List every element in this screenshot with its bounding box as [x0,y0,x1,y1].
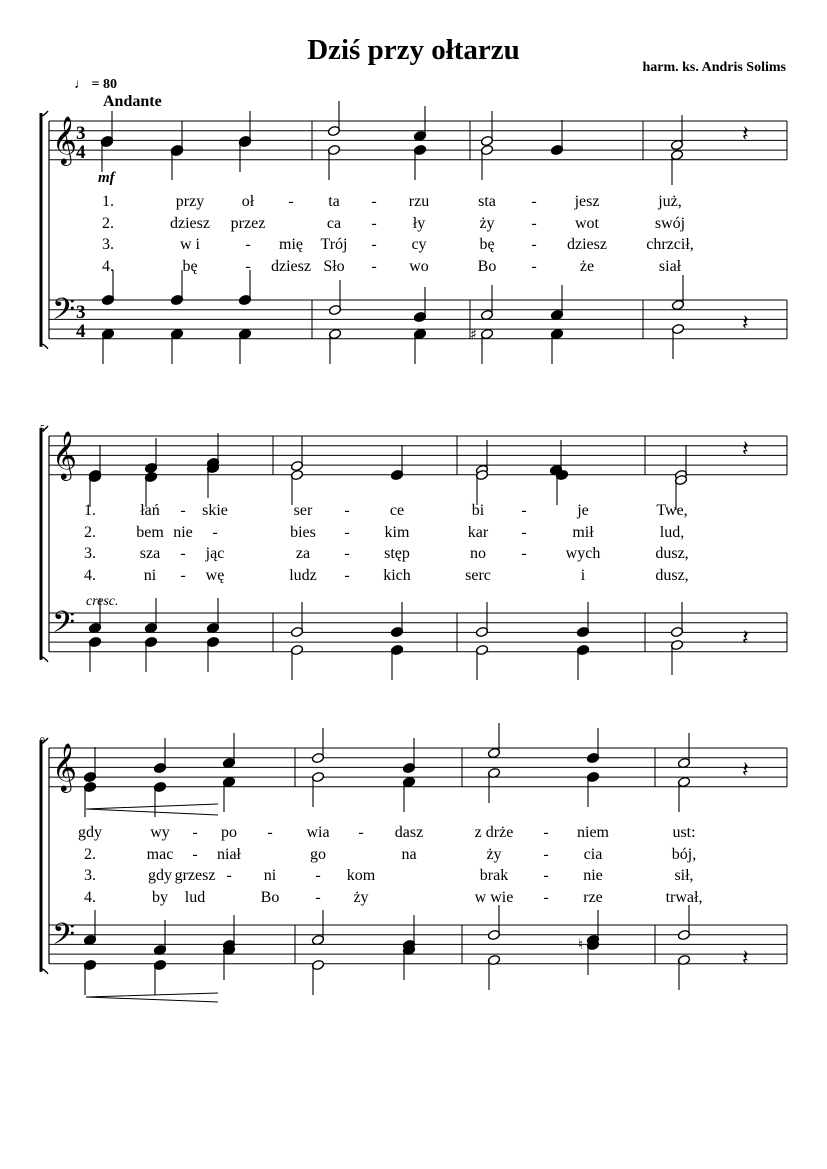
measure-number-5: 5 [40,424,45,435]
half-note [311,959,324,995]
lyric-syllable: - [371,236,377,253]
half-note [480,285,493,321]
lyric-syllable: cia [583,845,603,863]
half-note [480,111,493,147]
half-note [328,328,341,364]
time-signature-bottom: 4 [76,321,86,342]
lyric-syllable: niał [217,845,241,863]
lyric-syllable: 3. [84,545,96,562]
quarter-note [402,738,415,774]
lyric-syllable: - [180,566,186,584]
lyric-syllable: 2. [84,523,96,541]
lyric-syllable: gdy [148,867,172,884]
lyric-syllable: - [543,867,549,884]
lyric-syllable: - [531,257,537,275]
lyric-syllable: - [543,888,549,906]
quarter-note [238,328,251,364]
quarter-note [413,287,426,323]
lyric-syllable: sta [478,193,496,210]
lyric-syllable: łań [140,502,160,519]
lyric-syllable: 1. [102,193,114,210]
lyric-syllable: no [470,545,486,562]
lyric-syllable: kar [467,523,489,541]
half-note [328,280,341,316]
sharp-icon: ♯ [470,327,477,343]
quarter-note [413,328,426,364]
lyric-syllable: wych [565,545,601,562]
lyric-syllable: - [521,545,527,562]
lyric-syllable: je [577,502,589,519]
quarter-note [101,328,114,364]
quarter-note [100,136,113,172]
lyric-syllable: ni [143,566,157,584]
lyric-syllable: dusz, [655,566,689,584]
lyric-syllable: brak [479,867,509,884]
lyric-syllable: serc [465,566,491,584]
lyric-syllable: jesz [574,193,600,210]
lyric-syllable: mił [572,523,594,541]
half-note [327,101,340,137]
lyric-syllable: nie [173,523,193,541]
half-note [671,323,684,359]
quarter-note [576,644,589,680]
quarter-note [206,462,219,498]
lyric-syllable: - [180,502,186,519]
lyric-syllable: kim [384,523,410,541]
quarter-note [88,636,101,672]
quarter-note [222,944,235,980]
quarter-note [550,328,563,364]
lyric-syllable: - [371,214,377,232]
quarter-note [144,636,157,672]
quarter-note [390,644,403,680]
lyric-syllable: Sło [323,257,345,275]
dynamic-cresc: cresc. [86,594,119,609]
lyric-syllable: nie [583,867,603,884]
lyric-syllable: - [226,867,232,884]
lyric-syllable: wę [205,566,225,584]
lyric-syllable: dziesz [567,236,607,253]
quarter-note [83,959,96,995]
lyric-syllable: bi [471,502,485,519]
lyric-syllable: ta [328,193,340,210]
lyric-syllable: ży [353,888,369,906]
lyric-syllable: 3. [84,867,96,884]
lyric-syllable: kom [346,867,376,884]
lyric-syllable: bój, [671,845,697,863]
lyric-syllable: - [344,523,350,541]
lyric-syllable: Trój [320,236,348,253]
half-note [290,602,303,638]
lyric-syllable: ludz [289,566,317,584]
lyric-syllable: swój [654,214,686,232]
lyric-syllable: - [531,236,537,253]
dynamic-mf: mf [98,170,115,186]
quarter-note [153,781,166,817]
bass-clef-icon: 𝄢 [52,918,76,959]
quarter-note [222,776,235,812]
half-note [677,733,690,769]
lyric-syllable: sił, [674,867,694,884]
lyric-syllable: - [315,867,321,884]
lyric-syllable: trwał, [665,888,703,906]
quarter-note [153,959,166,995]
lyric-syllable: dasz [394,824,424,841]
quarter-rest-icon: 𝄽 [742,437,749,462]
lyric-syllable: już, [658,193,682,210]
bass-clef-icon: 𝄢 [52,293,76,334]
composer-credit: harm. ks. Andris Solims [642,60,786,75]
half-note [475,644,488,680]
half-note [480,328,493,364]
quarter-note [206,636,219,672]
half-note [677,776,690,812]
lyric-syllable: 4. [84,888,96,906]
lyric-syllable: grzesz [174,867,216,884]
lyric-syllable: w i [180,236,200,253]
quarter-rest-icon: 𝄽 [742,758,749,783]
lyric-syllable: kich [383,566,411,584]
quarter-note [206,598,219,634]
natural-icon: ♮ [578,937,584,953]
half-note [480,144,493,180]
half-note [290,436,303,472]
lyric-syllable: mac [146,845,174,863]
lyric-syllable: jąc [205,545,225,562]
half-note [311,771,324,807]
lyric-syllable: 3. [102,236,114,253]
quarter-note [390,602,403,638]
lyric-syllable: przez [230,214,266,232]
half-note [487,905,500,941]
half-note [311,728,324,764]
lyric-syllable: ży [486,845,502,863]
quarter-note [153,738,166,774]
half-note [475,469,488,505]
lyric-syllable: ca [326,214,342,232]
lyric-syllable: wy [150,824,170,841]
time-signature-top: 3 [76,302,86,323]
half-note [327,144,340,180]
lyric-syllable: rzu [408,193,430,210]
lyric-syllable: ły [412,214,426,232]
quarter-note [550,285,563,321]
half-note [475,602,488,638]
lyric-syllable: - [521,502,527,519]
quarter-note [144,598,157,634]
lyric-syllable: - [245,257,251,275]
lyric-syllable: Bo [260,888,280,906]
lyric-syllable: lud [184,888,206,906]
crescendo-hairpin [86,993,218,1002]
lyric-syllable: - [245,236,251,253]
half-note [290,469,303,505]
treble-clef-icon: 𝄞 [52,115,77,164]
lyric-syllable: bę [182,257,198,275]
lyric-syllable: ni [263,867,277,884]
quarter-note [402,944,415,980]
quarter-note [238,136,251,172]
half-note [677,905,690,941]
lyric-syllable: - [531,214,537,232]
bass-clef-icon: 𝄢 [52,606,76,647]
half-note [487,723,500,759]
quarter-note [586,728,599,764]
lyric-syllable: 2. [102,214,114,232]
treble-clef-icon: 𝄞 [52,742,77,791]
lyric-syllable: - [543,824,549,841]
lyric-syllable: ży [479,214,495,232]
lyric-syllable: bies [290,523,316,541]
quarter-note [413,106,426,142]
quarter-note [586,771,599,807]
lyric-syllable: - [344,502,350,519]
quarter-rest-icon: 𝄽 [742,311,749,336]
crescendo-hairpin [86,804,218,815]
measure-number-9: 9 [40,736,45,747]
quarter-note [83,747,96,783]
lyric-syllable: 4. [102,257,114,275]
quarter-note [413,144,426,180]
lyric-syllable: wot [575,214,599,232]
quarter-note [83,781,96,817]
lyric-syllable: - [521,523,527,541]
quarter-rest-icon: 𝄽 [742,946,749,971]
lyric-syllable: rze [583,888,603,906]
lyric-syllable: oł [241,193,255,210]
lyric-syllable: lud, [659,523,685,541]
time-signature-top: 3 [76,123,86,144]
lyric-syllable: ce [389,502,405,519]
lyric-syllable: - [344,566,350,584]
quarter-note [402,776,415,812]
lyric-syllable: ser [293,502,313,519]
lyric-syllable: dziesz [271,257,311,275]
lyric-syllable: wo [409,257,429,275]
lyric-syllable: z drże [474,824,514,841]
lyric-syllable: cy [411,236,427,253]
song-title: Dziś przy ołtarzu [307,34,520,66]
lyric-syllable: - [344,545,350,562]
lyric-syllable: dusz, [655,545,689,562]
lyric-syllable: - [192,845,198,863]
lyric-syllable: - [192,824,198,841]
quarter-note [170,144,183,180]
quarter-rest-icon: 𝄽 [742,626,749,651]
tempo-mark: ♩ = 80 [74,77,117,92]
lyric-syllable: siał [658,257,682,275]
tempo-word: Andante [103,93,162,110]
lyric-syllable: - [371,193,377,210]
lyric-syllable: - [180,545,186,562]
lyric-syllable: 2. [84,845,96,863]
half-note [487,954,500,990]
quarter-note [83,910,96,946]
lyric-syllable: i [580,566,586,584]
half-note [487,767,500,803]
quarter-note [390,445,403,481]
lyric-syllable: w wie [474,888,514,906]
treble-clef-icon: 𝄞 [52,430,77,479]
lyric-syllable: 1. [84,502,96,519]
lyric-syllable: skie [202,502,228,519]
lyric-syllable: bę [479,236,495,253]
lyric-syllable: po [221,824,237,841]
lyric-syllable: go [310,845,326,863]
half-note [311,910,324,946]
half-note [670,602,683,638]
lyric-syllable: Bo [477,257,497,275]
lyric-syllable: - [543,845,549,863]
lyric-syllable: - [212,523,218,541]
lyric-syllable: chrzcił, [646,236,694,253]
half-note [670,639,683,675]
quarter-note [576,602,589,638]
lyric-syllable: wia [306,824,330,841]
quarter-note [586,939,599,975]
half-note [670,149,683,185]
lyric-syllable: bem [136,523,164,541]
lyric-syllable: mię [279,236,303,253]
lyric-syllable: ust: [672,824,696,841]
lyric-syllable: przy [175,193,205,210]
quarter-note [550,120,563,156]
lyric-syllable: 4. [84,566,96,584]
lyric-syllable: - [531,193,537,210]
lyric-syllable: - [288,193,294,210]
quarter-note [170,328,183,364]
half-note [290,644,303,680]
lyric-syllable: - [267,824,273,841]
lyric-syllable: gdy [78,824,102,841]
lyric-syllable: dziesz [170,214,210,232]
lyric-syllable: sza [139,545,161,562]
lyric-syllable: stęp [384,545,410,562]
half-note [677,954,690,990]
quarter-note [555,469,568,505]
lyric-syllable: by [152,888,168,906]
time-signature-bottom: 4 [76,142,86,163]
quarter-rest-icon: 𝄽 [742,122,749,147]
lyric-syllable: za [295,545,311,562]
lyric-syllable: że [579,257,595,275]
half-note [670,115,683,151]
half-note [671,275,684,311]
lyric-syllable: Twe, [656,502,688,519]
lyric-syllable: - [371,257,377,275]
lyric-syllable: - [358,824,364,841]
lyric-syllable: niem [577,824,609,841]
lyric-syllable: na [401,845,417,863]
lyric-syllable: - [315,888,321,906]
quarter-note [222,733,235,769]
